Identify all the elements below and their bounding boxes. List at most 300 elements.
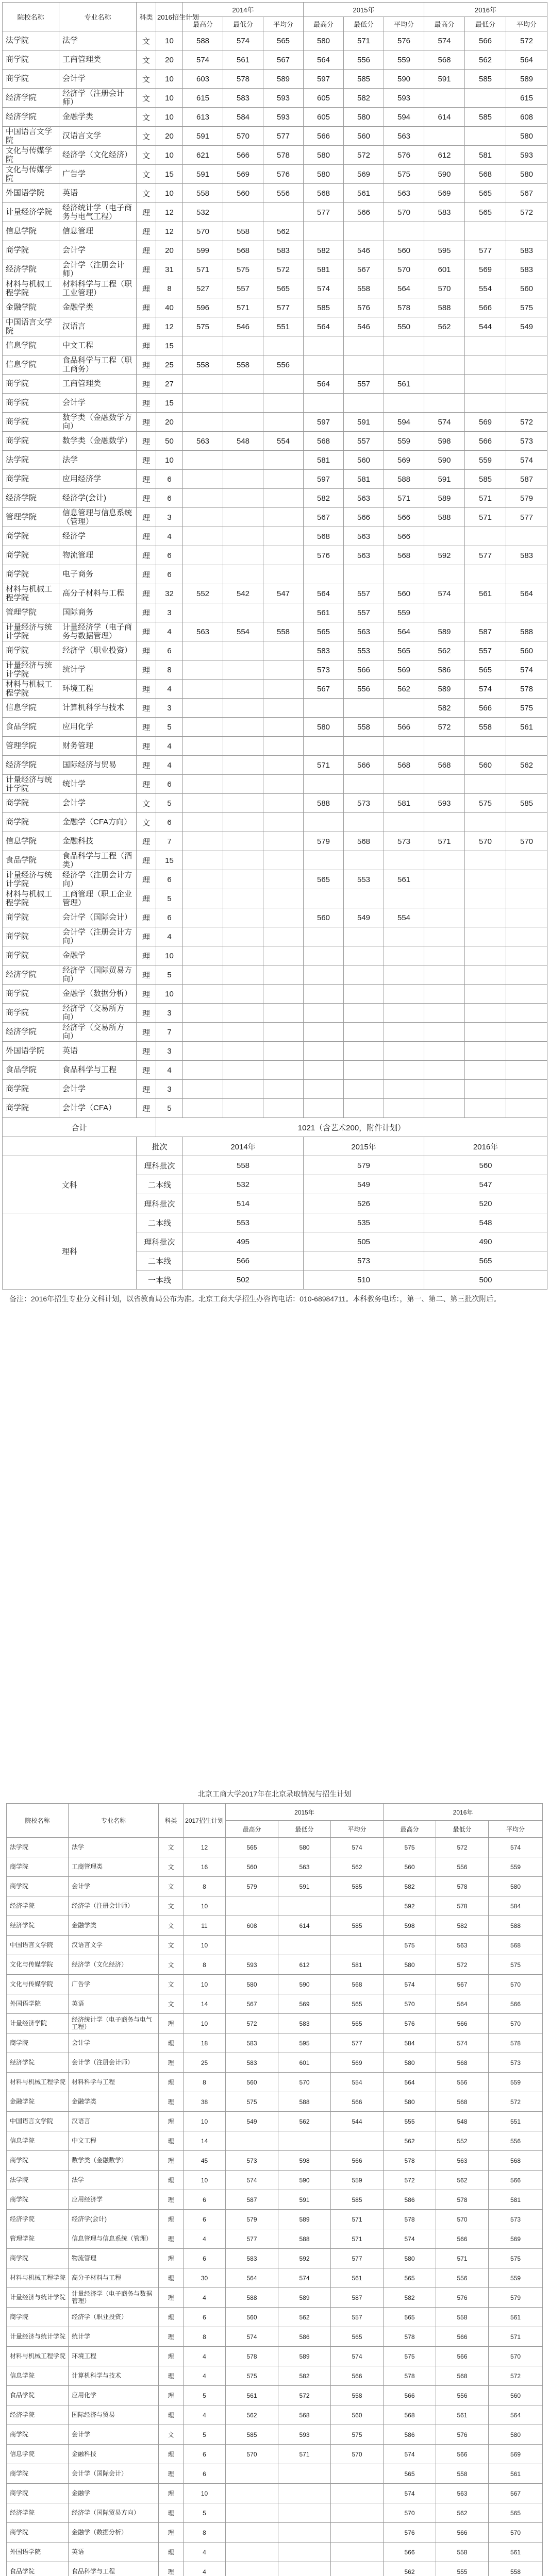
avg-score-cell (506, 527, 547, 546)
min-score-cell: 598 (278, 2151, 331, 2171)
avg-score-cell: 589 (263, 70, 304, 89)
max-score-cell: 603 (183, 70, 223, 89)
plan-cell: 4 (156, 680, 183, 699)
avg-score-cell: 571 (331, 2229, 384, 2249)
max-score-cell: 574 (384, 1975, 436, 1994)
min-score-cell (465, 851, 506, 870)
min-score-cell: 566 (465, 699, 506, 718)
avg-score-cell: 585 (331, 1916, 384, 1936)
category-cell: 理 (137, 298, 156, 317)
major-cell: 英语 (69, 1994, 159, 2014)
avg-score-cell: 608 (506, 108, 547, 127)
min-score-cell: 576 (436, 2288, 489, 2308)
category-cell: 理 (137, 1023, 156, 1042)
major-cell: 食品科学与工程 (69, 2562, 159, 2576)
major-cell: 会计学 (59, 794, 137, 813)
min-score-cell (223, 699, 263, 718)
category-cell: 理 (159, 2484, 184, 2503)
avg-score-cell: 572 (506, 31, 547, 50)
table-row (3, 622, 547, 641)
min-score-cell (278, 1936, 331, 1955)
table-row (3, 279, 547, 298)
table-row (7, 2562, 543, 2576)
min-score-cell (223, 946, 263, 965)
plan-cell: 5 (156, 889, 183, 908)
min-score-cell: 593 (278, 2425, 331, 2445)
category-cell: 理 (159, 2445, 184, 2464)
min-score-cell: 563 (344, 489, 384, 508)
plan-cell: 5 (184, 2386, 226, 2405)
plan-cell: 6 (184, 2249, 226, 2268)
min-score-cell: 561 (436, 2405, 489, 2425)
min-score-cell: 566 (436, 2327, 489, 2347)
max-score-cell: 593 (424, 794, 465, 813)
major-cell: 金融学类 (69, 1916, 159, 1936)
avg-score-cell: 573 (489, 2210, 543, 2229)
major-cell: 经济学（文化经济） (69, 1955, 159, 1975)
max-score-cell: 575 (384, 1838, 436, 1857)
max-score-cell (183, 394, 223, 413)
college-cell: 信息学院 (7, 2445, 69, 2464)
max-score-cell: 581 (304, 260, 344, 279)
cutoff-batch: 二本线 (137, 1251, 183, 1270)
college-cell: 材料与机械工程学院 (3, 279, 59, 298)
avg-score-cell: 579 (506, 489, 547, 508)
total-row (3, 1118, 547, 1137)
max-score-cell: 571 (424, 832, 465, 851)
avg-score-cell: 593 (384, 89, 424, 108)
avg-score-cell (263, 794, 304, 813)
max-score-cell: 582 (424, 699, 465, 718)
college-cell: 商学院 (3, 375, 59, 394)
table-row (3, 89, 547, 108)
min-score-cell: 566 (465, 31, 506, 50)
min-score-cell (278, 2131, 331, 2151)
college-cell: 信息学院 (3, 336, 59, 355)
avg-score-cell (506, 870, 547, 889)
avg-score-cell: 559 (384, 50, 424, 70)
avg-score-cell: 578 (506, 680, 547, 699)
plan-cell: 25 (156, 355, 183, 375)
plan-cell: 8 (184, 2073, 226, 2092)
plan-cell: 4 (156, 737, 183, 756)
max-score-cell: 574 (226, 2171, 278, 2190)
min-score-cell (278, 2503, 331, 2523)
max-score-cell (304, 1042, 344, 1061)
max-score-cell: 590 (424, 451, 465, 470)
min-score-cell: 581 (465, 146, 506, 165)
table-row (7, 2112, 543, 2131)
table-row (7, 2425, 543, 2445)
cutoff-score: 566 (183, 1251, 304, 1270)
header-year-2016: 2016年 (384, 1804, 543, 1821)
avg-score-cell (263, 1080, 304, 1099)
max-score-cell: 580 (304, 146, 344, 165)
header-category: 科类 (159, 1804, 184, 1838)
table-body (3, 31, 547, 1118)
avg-score-cell (506, 889, 547, 908)
avg-score-cell (506, 1004, 547, 1023)
category-cell: 文 (137, 127, 156, 146)
cutoff-score: 505 (304, 1232, 424, 1251)
max-score-cell: 562 (424, 317, 465, 336)
category-cell: 理 (159, 2249, 184, 2268)
table-row (3, 298, 547, 317)
cutoff-score: 560 (424, 1156, 547, 1175)
min-score-cell: 583 (223, 89, 263, 108)
table-row (3, 546, 547, 565)
college-cell: 食品学院 (7, 2562, 69, 2576)
min-score-cell: 556 (436, 2268, 489, 2288)
plan-cell: 3 (156, 508, 183, 527)
min-score-cell: 566 (436, 2523, 489, 2543)
max-score-cell: 575 (384, 2347, 436, 2366)
table-row (3, 146, 547, 165)
college-cell: 商学院 (7, 2523, 69, 2543)
table-row (3, 870, 547, 889)
college-cell: 商学院 (3, 413, 59, 432)
plan-cell: 30 (184, 2268, 226, 2288)
min-score-cell: 563 (436, 1936, 489, 1955)
min-score-cell (223, 527, 263, 546)
min-score-cell: 591 (278, 1877, 331, 1896)
category-cell: 理 (159, 2268, 184, 2288)
max-score-cell: 605 (304, 89, 344, 108)
avg-score-cell (263, 832, 304, 851)
max-score-cell: 567 (226, 1994, 278, 2014)
category-cell: 理 (137, 565, 156, 584)
category-cell: 理 (159, 2112, 184, 2131)
avg-score-cell: 561 (506, 718, 547, 737)
college-cell: 金融学院 (3, 298, 59, 317)
avg-score-cell: 554 (263, 432, 304, 451)
category-cell: 理 (159, 2366, 184, 2386)
header-avg: 平均分 (263, 17, 304, 31)
college-cell: 信息学院 (3, 222, 59, 241)
major-cell: 食品科学与工程 (59, 1061, 137, 1080)
max-score-cell (304, 985, 344, 1004)
min-score-cell (223, 1042, 263, 1061)
min-score-cell: 549 (344, 908, 384, 927)
major-cell: 英语 (59, 1042, 137, 1061)
plan-cell: 6 (156, 565, 183, 584)
min-score-cell (223, 870, 263, 889)
header-max: 最高分 (226, 1821, 278, 1838)
max-score-cell: 562 (424, 641, 465, 660)
max-score-cell (183, 985, 223, 1004)
table-row (7, 1936, 543, 1955)
table-row (7, 2543, 543, 2562)
avg-score-cell (263, 336, 304, 355)
min-score-cell (465, 1023, 506, 1042)
avg-score-cell: 588 (384, 470, 424, 489)
max-score-cell: 578 (384, 2366, 436, 2386)
max-score-cell: 580 (304, 718, 344, 737)
min-score-cell (344, 927, 384, 946)
category-cell: 理 (159, 2503, 184, 2523)
college-cell: 商学院 (3, 794, 59, 813)
major-cell: 经济学（国际贸易方向） (59, 965, 137, 985)
avg-score-cell (384, 965, 424, 985)
category-cell: 文 (159, 1955, 184, 1975)
table-row (7, 2464, 543, 2484)
max-score-cell: 591 (424, 70, 465, 89)
avg-score-cell: 562 (263, 222, 304, 241)
plan-cell: 12 (156, 203, 183, 222)
major-cell: 经济学（交易所方向） (59, 1023, 137, 1042)
min-score-cell: 576 (344, 298, 384, 317)
major-cell: 法学 (59, 451, 137, 470)
min-score-cell: 566 (344, 660, 384, 680)
college-cell: 商学院 (7, 2249, 69, 2268)
plan-cell: 10 (184, 1975, 226, 1994)
major-cell: 经济学(会计) (69, 2210, 159, 2229)
college-cell: 商学院 (3, 432, 59, 451)
max-score-cell (183, 336, 223, 355)
table-row (7, 2249, 543, 2268)
min-score-cell: 559 (465, 451, 506, 470)
college-cell: 计量经济与统计学院 (3, 660, 59, 680)
avg-score-cell (506, 1023, 547, 1042)
college-cell: 经济学院 (3, 965, 59, 985)
table-header-row (7, 1804, 543, 1821)
avg-score-cell: 574 (506, 451, 547, 470)
max-score-cell (226, 2523, 278, 2543)
category-cell: 理 (159, 2308, 184, 2327)
plan-cell: 20 (156, 241, 183, 260)
avg-score-cell (263, 641, 304, 660)
max-score-cell: 582 (304, 489, 344, 508)
major-cell: 会计学 (59, 394, 137, 413)
max-score-cell: 563 (183, 622, 223, 641)
avg-score-cell: 593 (263, 89, 304, 108)
major-cell: 信息管理与信息系统（管理） (59, 508, 137, 527)
college-cell: 管理学院 (3, 603, 59, 622)
max-score-cell: 569 (424, 184, 465, 203)
table-row (7, 1955, 543, 1975)
max-score-cell: 612 (424, 146, 465, 165)
max-score-cell (424, 394, 465, 413)
category-cell: 理 (137, 546, 156, 565)
min-score-cell: 556 (436, 2073, 489, 2092)
college-cell: 信息学院 (3, 355, 59, 375)
header-major: 专业名称 (59, 3, 137, 31)
avg-score-cell (384, 985, 424, 1004)
avg-score-cell: 549 (506, 317, 547, 336)
min-score-cell (278, 2523, 331, 2543)
min-score-cell (344, 775, 384, 794)
min-score-cell: 558 (344, 718, 384, 737)
max-score-cell: 605 (304, 108, 344, 127)
avg-score-cell (384, 851, 424, 870)
major-cell: 经济学（文化经济） (59, 146, 137, 165)
min-score-cell (465, 603, 506, 622)
max-score-cell (304, 1023, 344, 1042)
max-score-cell: 561 (304, 603, 344, 622)
min-score-cell (223, 832, 263, 851)
max-score-cell (183, 565, 223, 584)
max-score-cell: 549 (226, 2112, 278, 2131)
max-score-cell (424, 813, 465, 832)
avg-score-cell (263, 1042, 304, 1061)
max-score-cell (183, 375, 223, 394)
min-score-cell: 557 (344, 603, 384, 622)
college-cell: 商学院 (3, 946, 59, 965)
avg-score-cell (506, 336, 547, 355)
category-cell: 理 (137, 660, 156, 680)
min-score-cell: 567 (344, 260, 384, 279)
college-cell: 中国语言文学院 (3, 127, 59, 146)
avg-score-cell: 554 (331, 2073, 384, 2092)
avg-score-cell: 569 (331, 2053, 384, 2073)
avg-score-cell: 588 (506, 622, 547, 641)
major-cell: 环境工程 (59, 680, 137, 699)
max-score-cell: 570 (384, 2503, 436, 2523)
college-cell: 商学院 (3, 1080, 59, 1099)
plan-cell: 6 (184, 2464, 226, 2484)
table-row (7, 2229, 543, 2249)
plan-cell: 6 (184, 2210, 226, 2229)
min-score-cell: 562 (465, 50, 506, 70)
college-cell: 外国语学院 (7, 1994, 69, 2014)
min-score-cell: 563 (278, 1857, 331, 1877)
max-score-cell: 574 (183, 50, 223, 70)
avg-score-cell: 561 (489, 2543, 543, 2562)
min-score-cell (465, 89, 506, 108)
avg-score-cell: 573 (489, 2053, 543, 2073)
max-score-cell (183, 699, 223, 718)
major-cell: 法学 (59, 31, 137, 50)
min-score-cell: 578 (436, 1877, 489, 1896)
category-cell: 理 (137, 1099, 156, 1118)
min-score-cell: 554 (465, 279, 506, 298)
category-cell: 文 (159, 1877, 184, 1896)
min-score-cell (223, 203, 263, 222)
major-cell: 经济学(会计) (59, 489, 137, 508)
cutoff-row (3, 1213, 547, 1232)
avg-score-cell (263, 413, 304, 432)
max-score-cell: 561 (226, 2386, 278, 2405)
category-cell: 理 (137, 241, 156, 260)
table-row (3, 794, 547, 813)
max-score-cell: 564 (304, 375, 344, 394)
college-cell: 金融学院 (7, 2092, 69, 2112)
min-score-cell (223, 470, 263, 489)
max-score-cell: 588 (226, 2288, 278, 2308)
max-score-cell (183, 775, 223, 794)
table-row (7, 2092, 543, 2112)
college-cell: 商学院 (3, 813, 59, 832)
avg-score-cell (331, 2484, 384, 2503)
footnote: 备注：2016年招生专业分文科计划，以省教育局公布为准。北京工商大学招生办咨询电话：010-68984711。本科教务电话：，第一、第二、第三批次附后。 (9, 1295, 501, 1303)
min-score-cell (223, 927, 263, 946)
college-cell: 文化与传媒学院 (7, 1975, 69, 1994)
cutoff-header-cell: 2014年 (183, 1137, 304, 1156)
avg-score-cell: 594 (384, 413, 424, 432)
college-cell: 材料与机械工程学院 (7, 2073, 69, 2092)
table-row (3, 489, 547, 508)
plan-cell: 10 (156, 985, 183, 1004)
major-cell: 经济统计学（电子商务与电气工程） (69, 2014, 159, 2033)
min-score-cell: 556 (436, 1857, 489, 1877)
major-cell: 数学类（金融数学方向） (59, 413, 137, 432)
max-score-cell: 582 (384, 1877, 436, 1896)
plan-cell: 31 (156, 260, 183, 279)
avg-score-cell (263, 985, 304, 1004)
table-row (3, 260, 547, 279)
min-score-cell: 571 (465, 508, 506, 527)
table-row (3, 508, 547, 527)
min-score-cell (344, 737, 384, 756)
plan-cell: 10 (184, 2171, 226, 2190)
table-row (7, 2268, 543, 2288)
major-cell: 食品科学与工程（酒类） (59, 851, 137, 870)
major-cell: 金融科技 (69, 2445, 159, 2464)
max-score-cell: 578 (226, 2347, 278, 2366)
avg-score-cell: 571 (331, 2210, 384, 2229)
max-score-cell: 579 (226, 2210, 278, 2229)
max-score-cell (183, 1080, 223, 1099)
min-score-cell: 568 (436, 2053, 489, 2073)
min-score-cell: 548 (223, 432, 263, 451)
min-score-cell: 577 (465, 546, 506, 565)
max-score-cell: 562 (384, 2131, 436, 2151)
category-cell: 文 (159, 1857, 184, 1877)
college-cell: 商学院 (7, 2308, 69, 2327)
avg-score-cell: 615 (506, 89, 547, 108)
plan-cell: 10 (184, 2484, 226, 2503)
avg-score-cell (384, 1061, 424, 1080)
max-score-cell (183, 451, 223, 470)
min-score-cell: 568 (465, 165, 506, 184)
max-score-cell (304, 927, 344, 946)
max-score-cell (424, 1080, 465, 1099)
max-score-cell (304, 222, 344, 241)
min-score-cell: 591 (278, 2190, 331, 2210)
min-score-cell: 588 (278, 2092, 331, 2112)
category-cell: 理 (137, 889, 156, 908)
max-score-cell (424, 355, 465, 375)
plan-cell: 20 (156, 50, 183, 70)
min-score-cell (344, 336, 384, 355)
cutoff-score: 502 (183, 1270, 304, 1290)
plan-cell: 8 (184, 1877, 226, 1896)
min-score-cell: 561 (344, 184, 384, 203)
avg-score-cell (263, 1004, 304, 1023)
min-score-cell: 546 (223, 317, 263, 336)
avg-score-cell (263, 851, 304, 870)
min-score-cell: 558 (344, 279, 384, 298)
min-score-cell (223, 985, 263, 1004)
min-score-cell (223, 794, 263, 813)
category-cell: 理 (137, 375, 156, 394)
max-score-cell: 599 (183, 241, 223, 260)
max-score-cell (183, 470, 223, 489)
avg-score-cell (263, 680, 304, 699)
avg-score-cell: 577 (263, 127, 304, 146)
major-cell: 会计学（注册会计方向） (59, 927, 137, 946)
avg-score-cell: 566 (331, 2092, 384, 2112)
max-score-cell: 574 (424, 413, 465, 432)
category-cell: 理 (137, 832, 156, 851)
cutoff-group-header (3, 1137, 137, 1156)
avg-score-cell (263, 927, 304, 946)
table-row (7, 2073, 543, 2092)
max-score-cell: 566 (384, 2543, 436, 2562)
max-score-cell: 574 (304, 279, 344, 298)
avg-score-cell (331, 2503, 384, 2523)
min-score-cell: 587 (465, 622, 506, 641)
